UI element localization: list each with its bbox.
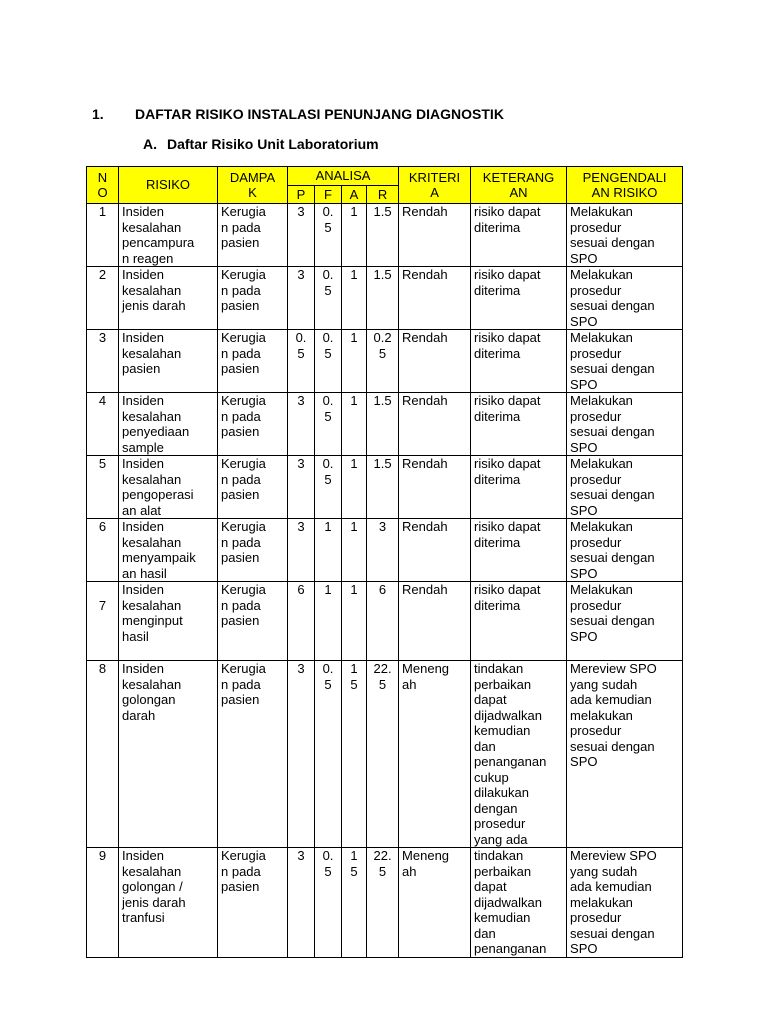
cell-no: 9 [87,848,119,958]
cell-risiko: Insiden kesalahan menginput hasil [119,582,218,661]
cell-keterangan: risiko dapat diterima [471,330,567,393]
cell-kriteria: Rendah [399,456,471,519]
cell-f: 0. 5 [315,661,342,848]
cell-risiko: Insiden kesalahan pengoperasi an alat [119,456,218,519]
cell-r: 1.5 [367,393,399,456]
header-no: N O [87,167,119,204]
cell-no: 4 [87,393,119,456]
cell-p: 3 [288,267,315,330]
cell-a: 1 [342,519,367,582]
cell-f: 0. 5 [315,204,342,267]
cell-dampak: Kerugia n pada pasien [218,393,288,456]
cell-a: 1 5 [342,848,367,958]
cell-kriteria: Meneng ah [399,848,471,958]
cell-kriteria: Rendah [399,582,471,661]
table-row [87,393,683,456]
subsection-heading [143,136,379,152]
cell-dampak: Kerugia n pada pasien [218,661,288,848]
cell-pengendalian: Melakukan prosedur sesuai dengan SPO [567,456,683,519]
cell-kriteria: Meneng ah [399,661,471,848]
cell-pengendalian: Mereview SPO yang sudah ada kemudian melakukan prosedur sesuai dengan SPO [567,848,683,958]
cell-keterangan: risiko dapat diterima [471,456,567,519]
header-dampak: DAMPA K [218,167,288,204]
cell-f: 0. 5 [315,267,342,330]
cell-kriteria: Rendah [399,267,471,330]
cell-no: 8 [87,661,119,848]
cell-risiko: Insiden kesalahan menyampaik an hasil [119,519,218,582]
header-a: A [342,185,367,204]
cell-risiko: Insiden kesalahan jenis darah [119,267,218,330]
table-body [87,204,683,958]
cell-keterangan: risiko dapat diterima [471,582,567,661]
cell-kriteria: Rendah [399,519,471,582]
cell-kriteria: Rendah [399,330,471,393]
table-row [87,456,683,519]
cell-p: 3 [288,456,315,519]
cell-pengendalian: Mereview SPO yang sudah ada kemudian melakukan prosedur sesuai dengan SPO [567,661,683,848]
cell-no: 3 [87,330,119,393]
cell-pengendalian: Melakukan prosedur sesuai dengan SPO [567,330,683,393]
risk-table [86,166,683,958]
subsection-letter: A. [143,136,157,152]
cell-r: 1.5 [367,204,399,267]
section-title: DAFTAR RISIKO INSTALASI PENUNJANG DIAGNOSTIK [135,106,504,122]
table-row [87,661,683,848]
cell-dampak: Kerugia n pada pasien [218,456,288,519]
cell-a: 1 [342,456,367,519]
cell-r: 6 [367,582,399,661]
table-row [87,267,683,330]
header-f: F [315,185,342,204]
table-row [87,330,683,393]
cell-r: 0.2 5 [367,330,399,393]
cell-p: 3 [288,661,315,848]
header-analisa: ANALISA [288,167,399,186]
cell-kriteria: Rendah [399,204,471,267]
cell-dampak: Kerugia n pada pasien [218,204,288,267]
cell-no: 2 [87,267,119,330]
table-row [87,204,683,267]
cell-f: 0. 5 [315,848,342,958]
header-keterangan: KETERANG AN [471,167,567,204]
header-p: P [288,185,315,204]
cell-risiko: Insiden kesalahan pasien [119,330,218,393]
cell-kriteria: Rendah [399,393,471,456]
cell-dampak: Kerugia n pada pasien [218,267,288,330]
cell-risiko: Insiden kesalahan golongan / jenis darah tranfusi [119,848,218,958]
cell-p: 3 [288,204,315,267]
cell-pengendalian: Melakukan prosedur sesuai dengan SPO [567,519,683,582]
cell-no: 6 [87,519,119,582]
cell-a: 1 [342,267,367,330]
cell-r: 22. 5 [367,848,399,958]
cell-a: 1 [342,582,367,661]
cell-risiko: Insiden kesalahan pencampura n reagen [119,204,218,267]
cell-keterangan: risiko dapat diterima [471,204,567,267]
cell-f: 0. 5 [315,330,342,393]
cell-pengendalian: Melakukan prosedur sesuai dengan SPO [567,582,683,661]
cell-a: 1 [342,330,367,393]
header-pengendalian: PENGENDALI AN RISIKO [567,167,683,204]
cell-a: 1 [342,204,367,267]
cell-f: 1 [315,519,342,582]
cell-f: 0. 5 [315,393,342,456]
cell-p: 3 [288,519,315,582]
cell-dampak: Kerugia n pada pasien [218,330,288,393]
cell-pengendalian: Melakukan prosedur sesuai dengan SPO [567,267,683,330]
cell-keterangan: risiko dapat diterima [471,519,567,582]
cell-dampak: Kerugia n pada pasien [218,848,288,958]
cell-risiko: Insiden kesalahan penyediaan sample [119,393,218,456]
cell-keterangan: risiko dapat diterima [471,393,567,456]
table-row [87,519,683,582]
cell-p: 0. 5 [288,330,315,393]
cell-r: 1.5 [367,267,399,330]
table-header [87,167,683,204]
cell-p: 6 [288,582,315,661]
cell-no: 1 [87,204,119,267]
cell-risiko: Insiden kesalahan golongan darah [119,661,218,848]
header-r: R [367,185,399,204]
cell-pengendalian: Melakukan prosedur sesuai dengan SPO [567,204,683,267]
cell-pengendalian: Melakukan prosedur sesuai dengan SPO [567,393,683,456]
cell-dampak: Kerugia n pada pasien [218,582,288,661]
table-row [87,848,683,958]
header-risiko: RISIKO [119,167,218,204]
section-heading [92,106,504,122]
section-number: 1. [92,106,104,122]
cell-r: 3 [367,519,399,582]
cell-no: 5 [87,456,119,519]
cell-f: 1 [315,582,342,661]
cell-a: 1 5 [342,661,367,848]
cell-r: 22. 5 [367,661,399,848]
cell-keterangan: tindakan perbaikan dapat dijadwalkan kemudian dan penanganan [471,848,567,958]
cell-p: 3 [288,393,315,456]
cell-a: 1 [342,393,367,456]
subsection-title: Daftar Risiko Unit Laboratorium [167,136,379,152]
cell-dampak: Kerugia n pada pasien [218,519,288,582]
cell-p: 3 [288,848,315,958]
table-row [87,582,683,661]
cell-keterangan: tindakan perbaikan dapat dijadwalkan kemudian dan penanganan cukup dilakukan dengan prosedur yang ada [471,661,567,848]
cell-keterangan: risiko dapat diterima [471,267,567,330]
cell-f: 0. 5 [315,456,342,519]
header-kriteria: KRITERI A [399,167,471,204]
cell-r: 1.5 [367,456,399,519]
cell-no: 7 [87,582,119,661]
